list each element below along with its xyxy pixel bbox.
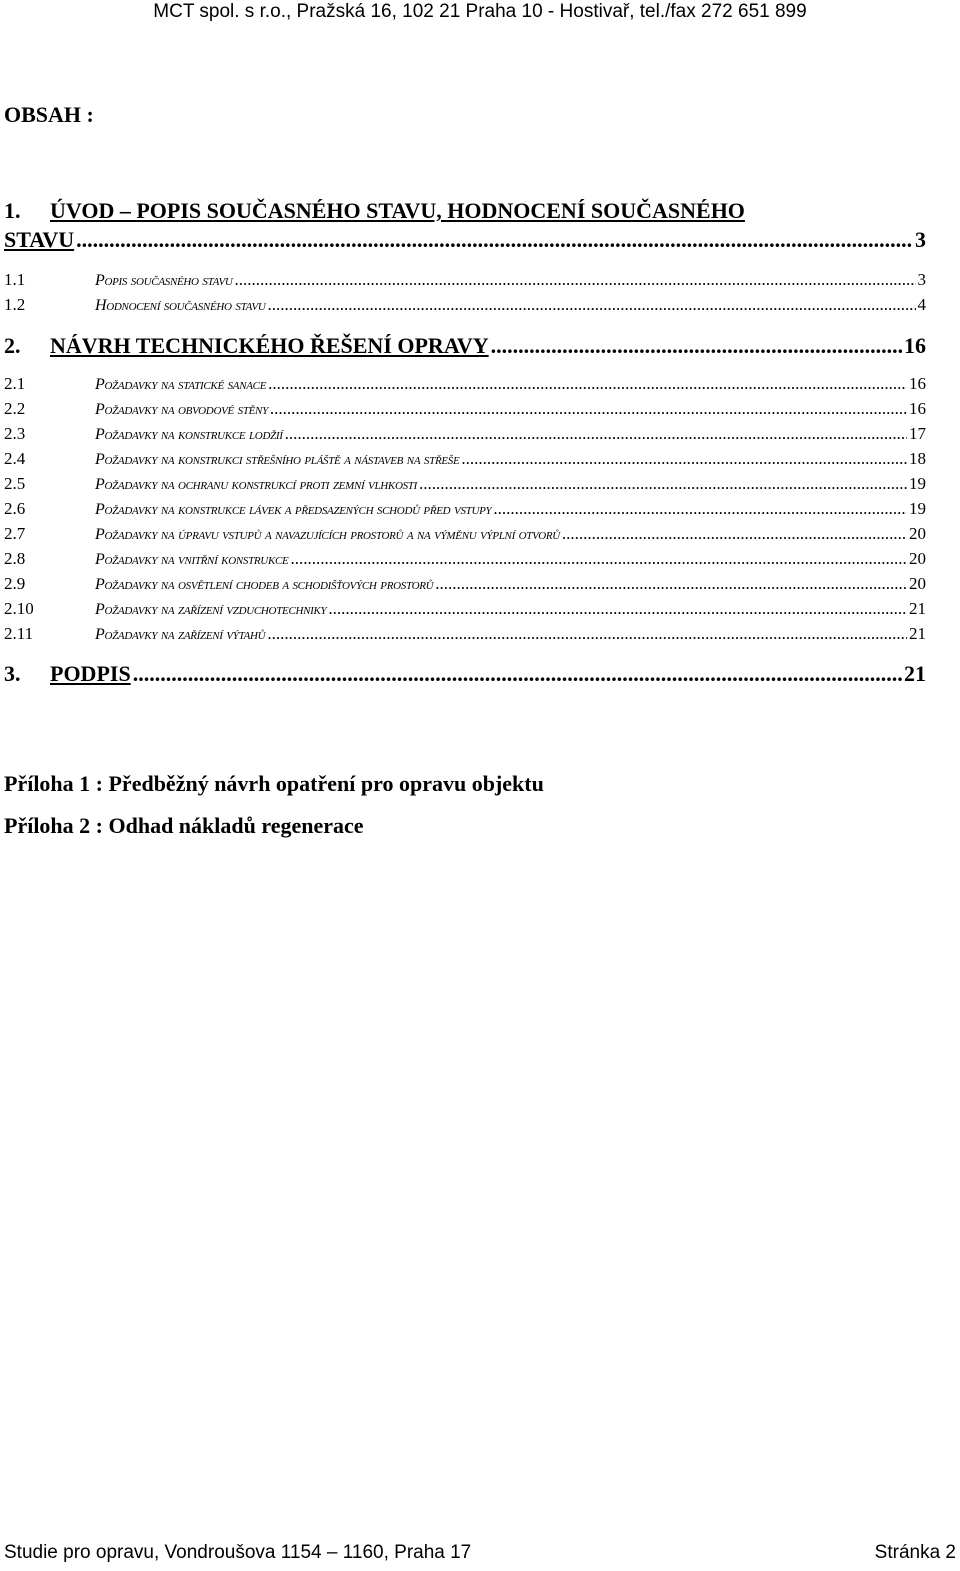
page-footer-left: Studie pro opravu, Vondroušova 1154 – 1160, Praha 17: [4, 1542, 472, 1563]
toc-entry-1-1[interactable]: [4, 270, 926, 290]
toc-leader-dots: [268, 374, 907, 394]
toc-leader-dots: [290, 549, 907, 569]
toc-entry-2-9[interactable]: [4, 574, 926, 594]
toc-entry-2-3[interactable]: [4, 424, 926, 444]
toc-entry-title: STAVU: [4, 227, 75, 252]
toc-entry-page: 21: [909, 624, 926, 643]
toc-entry-number: 2.3: [4, 424, 26, 443]
toc-entry-title: PODPIS: [50, 661, 131, 686]
toc-entry-2-11[interactable]: [4, 624, 926, 644]
toc-entry-title: Požadavky na úpravu vstupů a navazujících prostorů a na výměnu výplní otvorů: [95, 526, 560, 543]
toc-leader-dots: [562, 524, 907, 544]
toc-entry-title: Požadavky na zařízení vzduchotechniky: [95, 601, 327, 618]
toc-entry-title: Požadavky na obvodové stěny: [95, 401, 268, 418]
attachment-2: Příloha 2 : Odhad nákladů regenerace: [4, 813, 364, 838]
toc-entry-title: Požadavky na konstrukci střešního pláště a nástaveb na střeše: [95, 451, 460, 468]
toc-entry-title: Požadavky na konstrukce lodžií: [95, 426, 283, 443]
toc-entry-number: 1.1: [4, 270, 26, 289]
toc-entry-page: 16: [909, 399, 926, 418]
toc-leader-dots: [267, 624, 907, 644]
toc-entry-number: 2.4: [4, 449, 26, 468]
toc-entry-page: 18: [909, 449, 926, 468]
toc-entry-3[interactable]: [4, 661, 926, 687]
toc-entry-page: 16: [909, 374, 926, 393]
toc-entry-number: 2.5: [4, 474, 26, 493]
toc-entry-1-2[interactable]: [4, 295, 926, 315]
toc-leader-dots: [133, 661, 902, 687]
toc-leader-dots: [235, 270, 916, 290]
table-of-contents: [4, 0, 926, 700]
attachment-1: Příloha 1 : Předběžný návrh opatření pro opravu objektu: [4, 771, 544, 796]
toc-entry-number: 1.: [4, 198, 21, 223]
toc-entry-title: Požadavky na statické sanace: [95, 376, 267, 393]
toc-leader-dots: [285, 424, 907, 444]
toc-entry-page: 16: [904, 333, 926, 358]
toc-entry-page: 3: [915, 227, 926, 252]
toc-entry-2-10[interactable]: [4, 599, 926, 619]
toc-entry-2-2[interactable]: [4, 399, 926, 419]
toc-entry-number: 2.8: [4, 549, 26, 568]
page-footer-right: Stránka 2: [874, 1542, 956, 1563]
toc-entry-title: NÁVRH TECHNICKÉHO ŘEŠENÍ OPRAVY: [50, 333, 489, 358]
page-header: MCT spol. s r.o., Pražská 16, 102 21 Praha 10 - Hostivař, tel./fax 272 651 899: [153, 1, 807, 22]
toc-entry-page: 19: [909, 474, 926, 493]
toc-entry-page: 17: [909, 424, 926, 443]
toc-leader-dots: [493, 499, 907, 519]
toc-entry-number: 2.6: [4, 499, 26, 518]
toc-leader-dots: [268, 295, 916, 315]
toc-entry-page: 20: [909, 524, 926, 543]
toc-leader-dots: [461, 449, 907, 469]
toc-entry-2-1[interactable]: [4, 374, 926, 394]
toc-entry-page: 3: [917, 270, 926, 289]
toc-entry-number: 2.: [4, 333, 21, 358]
toc-entry-2-6[interactable]: [4, 499, 926, 519]
toc-entry-title: ÚVOD – POPIS SOUČASNÉHO STAVU, HODNOCENÍ SOUČASNÉHO: [50, 198, 745, 223]
toc-leader-dots: [435, 574, 907, 594]
toc-leader-dots: [328, 599, 907, 619]
toc-entry-title: Hodnocení současného stavu: [95, 297, 266, 314]
toc-entry-page: 19: [909, 499, 926, 518]
toc-entry-title: Požadavky na ochranu konstrukcí proti zemní vlhkosti: [95, 476, 417, 493]
toc-entry-2-8[interactable]: [4, 549, 926, 569]
toc-entry-2-5[interactable]: [4, 474, 926, 494]
toc-entry-number: 2.10: [4, 599, 34, 618]
toc-leader-dots: [270, 399, 907, 419]
toc-entry-title: Požadavky na vnitřní konstrukce: [95, 551, 289, 568]
toc-entry-page: 20: [909, 574, 926, 593]
toc-entry-title: Požadavky na osvětlení chodeb a schodišťových prostorů: [95, 576, 434, 593]
toc-entry-2-7[interactable]: [4, 524, 926, 544]
toc-entry-number: 2.9: [4, 574, 26, 593]
toc-entry-number: 3.: [4, 661, 21, 686]
toc-entry-title: Popis současného stavu: [95, 272, 233, 289]
toc-entry-1-line2[interactable]: [4, 227, 926, 253]
toc-entry-number: 2.11: [4, 624, 34, 643]
toc-entry-number: 2.7: [4, 524, 26, 543]
toc-entry-page: 21: [909, 599, 926, 618]
toc-entry-title: Požadavky na zařízení výtahů: [95, 626, 266, 643]
toc-entry-number: 2.1: [4, 374, 26, 393]
toc-entry-page: 21: [904, 661, 926, 686]
toc-leader-dots: [76, 227, 913, 253]
toc-leader-dots: [491, 333, 902, 359]
toc-title: OBSAH :: [4, 102, 94, 127]
toc-entry-page: 20: [909, 549, 926, 568]
toc-entry-number: 2.2: [4, 399, 26, 418]
toc-entry-number: 1.2: [4, 295, 26, 314]
toc-leader-dots: [419, 474, 907, 494]
toc-entry-2[interactable]: [4, 333, 926, 359]
toc-entry-1-line1[interactable]: [4, 198, 745, 224]
toc-entry-page: 4: [917, 295, 926, 314]
toc-entry-title: Požadavky na konstrukce lávek a předsazených schodů před vstupy: [95, 501, 492, 518]
toc-entry-2-4[interactable]: [4, 449, 926, 469]
